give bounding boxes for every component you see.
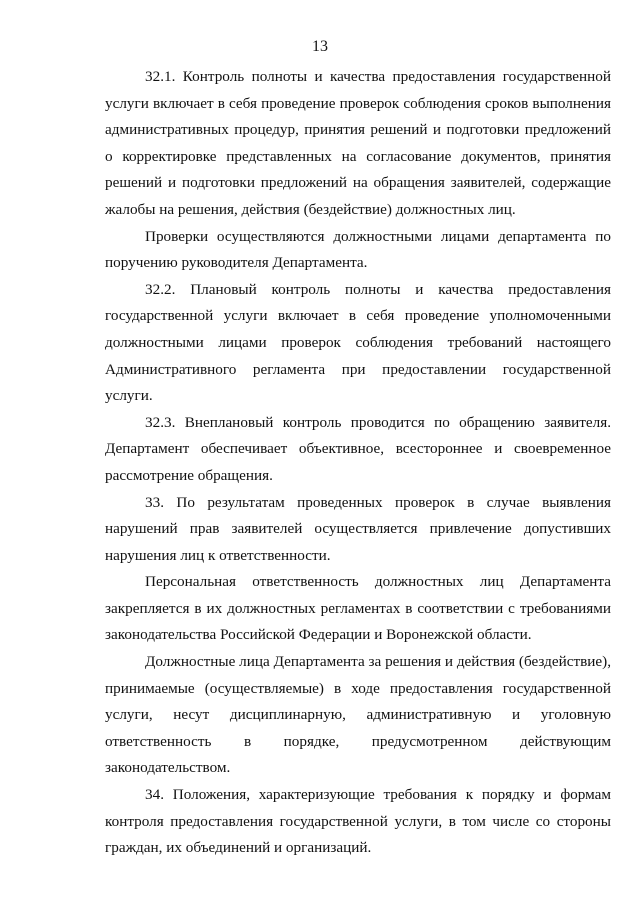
paragraph-32-2: 32.2. Плановый контроль полноты и качества предоставления государственной услуги включает в себя проведение уполномоченными должностными лицами проверок соблюдения требований настоящего Административного регламента при предоставлении государственной услуги.	[105, 280, 611, 405]
paragraph-34: 34. Положения, характеризующие требования к порядку и формам контроля предоставления государственной услуги, в том числе со стороны граждан, их объединений и организаций.	[105, 786, 611, 857]
paragraph-officials-liability: Должностные лица Департамента за решения и действия (бездействие), принимаемые (осуществляемые) в ходе предоставления государственной услуги, несут дисциплинарную, административную и уголовную ответственность в порядке, предусмотренном действующим законодательством.	[105, 653, 611, 777]
page-number: 13	[312, 38, 328, 55]
paragraph-personal-responsibility: Персональная ответственность должностных лиц Департамента закрепляется в их должностных регламентах в соответствии с требованиями законодательства Российской Федерации и Воронежской области.	[105, 573, 611, 644]
paragraph-32-3: 32.3. Внеплановый контроль проводится по обращению заявителя. Департамент обеспечивает объективное, всестороннее и своевременное рассмотрение обращения.	[105, 413, 611, 484]
paragraph-33: 33. По результатам проведенных проверок в случае выявления нарушений прав заявителей осуществляется привлечение допустивших нарушения лиц к ответственности.	[105, 493, 611, 564]
paragraph-inspections: Проверки осуществляются должностными лицами департамента по поручению руководителя Департамента.	[105, 227, 611, 272]
document-body	[105, 64, 611, 862]
paragraph-32-1: 32.1. Контроль полноты и качества предоставления государственной услуги включает в себя проведение проверок соблюдения сроков выполнения административных процедур, принятия решений и подготовки предложений о корректировке представленных на согласование документов, принятия решений и подготовки предложений на обращения заявителей, содержащие жалобы на решения, действия (бездействие) должностных лиц.	[105, 68, 611, 218]
